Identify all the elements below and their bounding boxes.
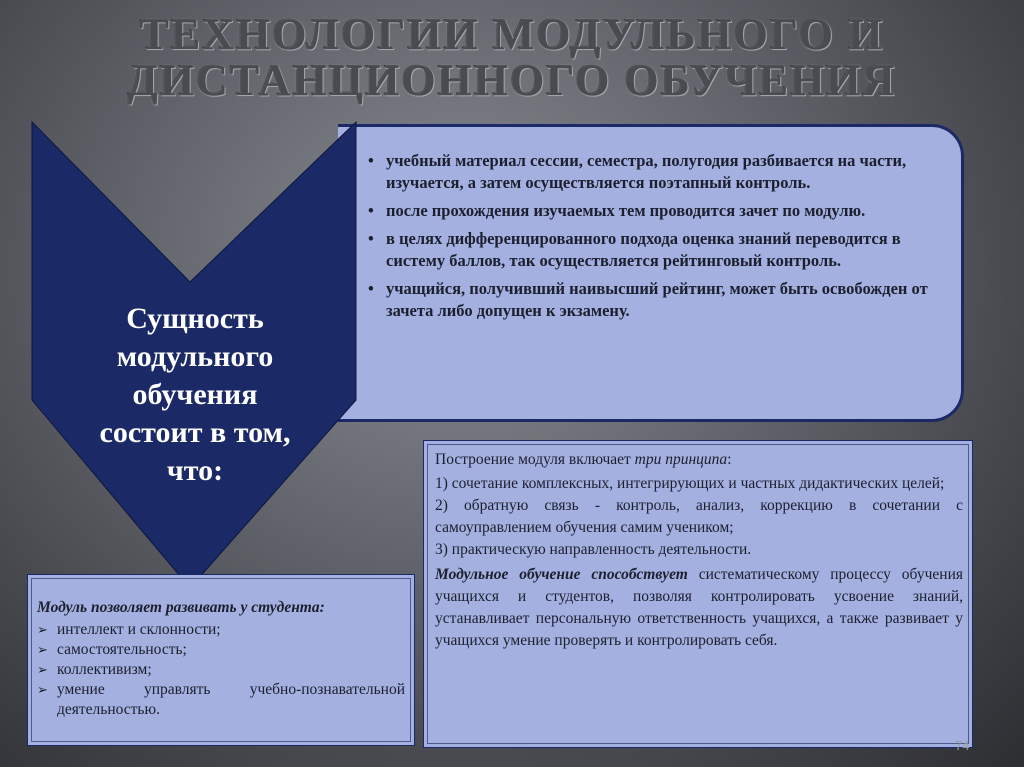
essence-line-5: что: xyxy=(166,454,224,487)
essence-label xyxy=(55,300,335,490)
essence-point: • после прохождения изучаемых тем проводится зачет по модулю. xyxy=(368,201,866,220)
essence-point: • учащийся, получивший наивысший рейтинг, может быть освобожден от зачета либо допущен к экзамену. xyxy=(368,279,928,320)
essence-line-2: модульного xyxy=(116,340,274,373)
module-skills-heading: Модуль позволяет развивать у студента: xyxy=(37,599,325,616)
module-skills-list xyxy=(37,620,405,720)
arrowhead-bullet-icon: ➢ xyxy=(37,682,48,697)
arrowhead-bullet-icon: ➢ xyxy=(37,622,48,637)
principles-text xyxy=(435,449,963,652)
module-skill-item: ➢ коллективизм; xyxy=(37,661,152,678)
module-skill-item: ➢ самостоятельность; xyxy=(37,641,187,658)
page-number: 74 xyxy=(955,738,970,753)
essence-point: • учебный материал сессии, семестра, полугодия разбивается на части, изучается, а затем осуществляется поэтапный контроль. xyxy=(368,151,907,192)
principle-item: 1) сочетание комплексных, интегрирующих и частных дидактических целей; xyxy=(435,475,945,492)
essence-points-list xyxy=(364,150,944,328)
slide-title-line-1: ТЕХНОЛОГИИ МОДУЛЬНОГО И xyxy=(139,10,885,59)
principles-lead: Построение модуля включает три принципа: xyxy=(435,451,732,468)
module-skills-text xyxy=(37,598,405,720)
essence-line-1: Сущность xyxy=(126,302,264,335)
essence-line-4: состоит в том, xyxy=(99,416,291,449)
principle-item: 2) обратную связь - контроль, анализ, коррекцию в сочетании с самоуправлением обучения самим учеником; xyxy=(435,497,963,536)
principle-item: 3) практическую направленность деятельности. xyxy=(435,541,752,558)
bullet-icon: • xyxy=(368,229,374,248)
module-skill-item: ➢ умение управлять учебно-познавательной деятельностью. xyxy=(37,681,405,718)
bullet-icon: • xyxy=(368,201,374,220)
bullet-icon: • xyxy=(368,279,374,298)
arrowhead-bullet-icon: ➢ xyxy=(37,642,48,657)
essence-point: • в целях дифференцированного подхода оценка знаний переводится в систему баллов, так осуществляется рейтинговый контроль. xyxy=(368,229,901,270)
essence-line-3: обучения xyxy=(132,378,258,411)
bullet-icon: • xyxy=(368,151,374,170)
slide-title-line-2: ДИСТАНЦИОННОГО ОБУЧЕНИЯ xyxy=(127,56,897,105)
module-skill-item: ➢ интеллект и склонности; xyxy=(37,621,221,638)
modular-learning-summary: Модульное обучение способствует систематическому процессу обучения учащихся и студентов, позволяя контролировать усвоение знаний, устанавливает персональную ответственность учащихся, а также развивает у учащихся умение проверять и контролировать себя. xyxy=(435,566,963,649)
arrowhead-bullet-icon: ➢ xyxy=(37,662,48,677)
